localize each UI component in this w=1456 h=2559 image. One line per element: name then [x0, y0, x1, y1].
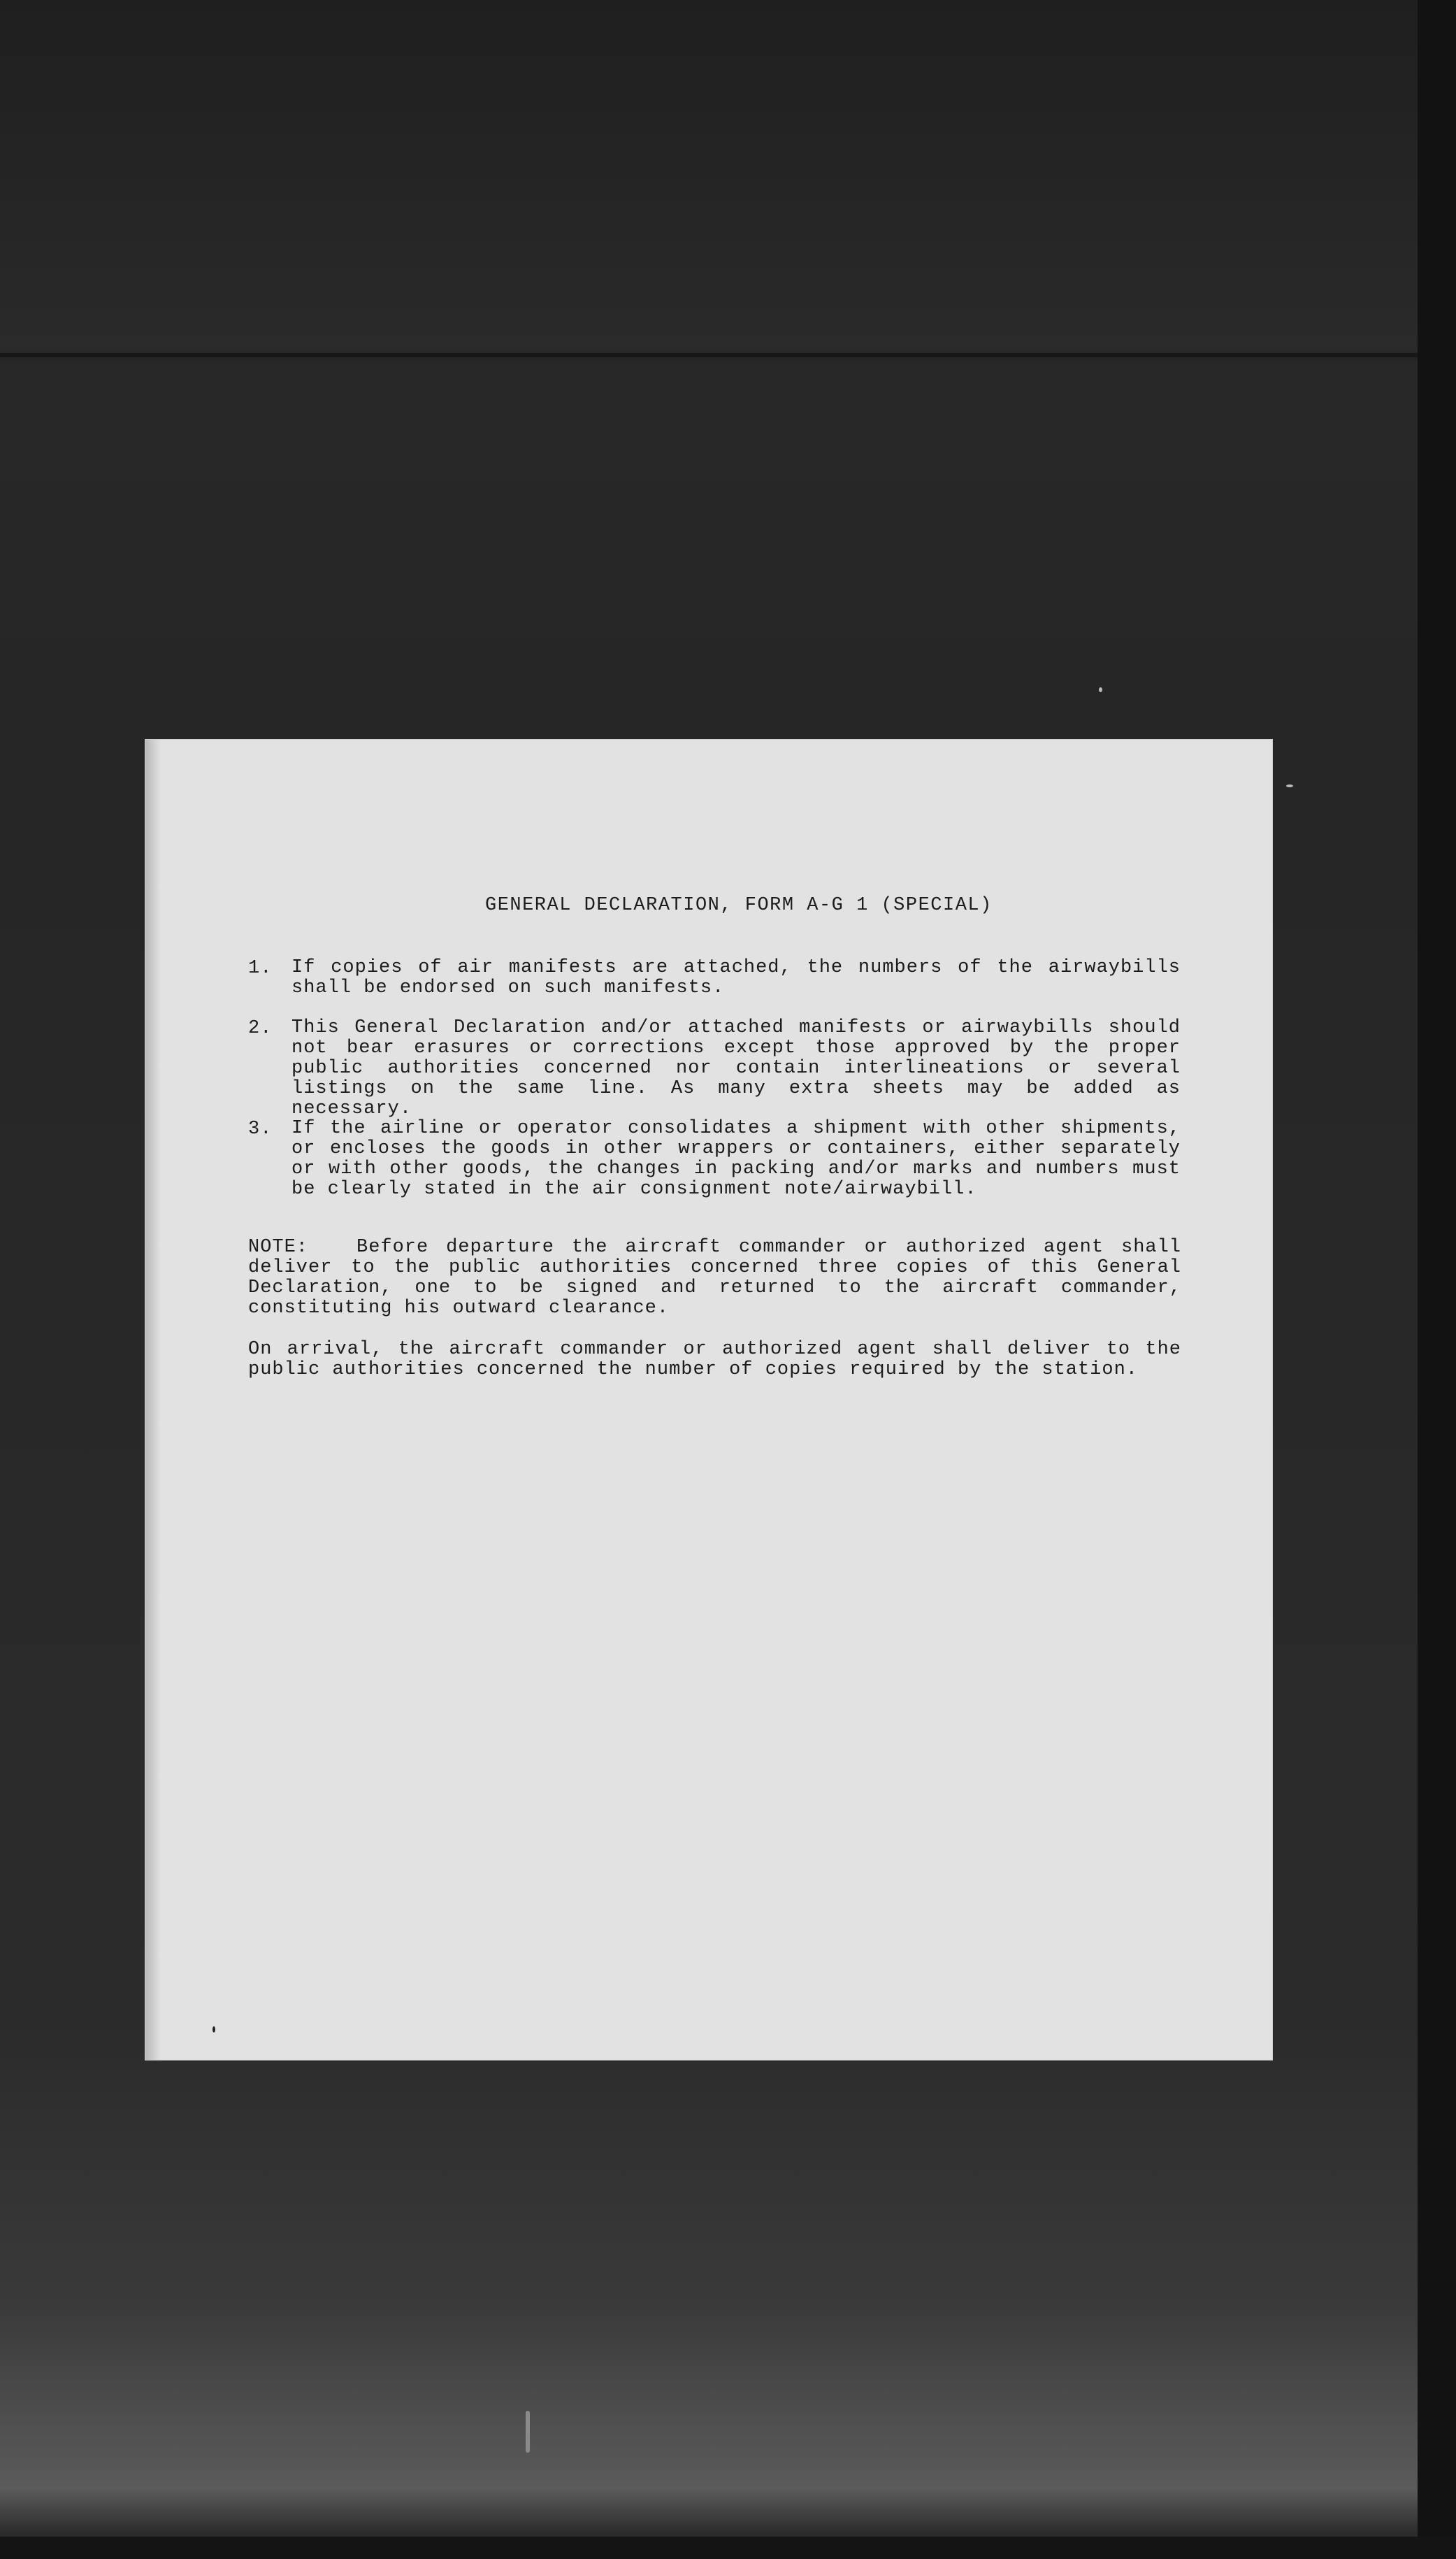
dust-speck — [526, 2411, 530, 2453]
item-text: If the airline or operator consolidates a shipment with other shipments, or encloses the goods in other wrappers or containers, either separately or with other goods, the changes in packing and/or marks and numbers must be clearly stated in the air consignment note/airwaybill. — [291, 1118, 1181, 1200]
document-page — [145, 740, 1272, 2060]
item-number: 3. — [248, 1119, 273, 1140]
note-label: NOTE: — [248, 1237, 309, 1258]
film-frame-divider — [0, 353, 1418, 357]
note-paragraph — [248, 1238, 1181, 1319]
item-text: If copies of air manifests are attached, the numbers of the airwaybills shall be endorsed on such manifests. — [291, 957, 1181, 998]
arrival-paragraph: On arrival, the aircraft commander or authorized agent shall deliver to the public authorities concerned the number of copies required by the station. — [248, 1339, 1181, 1380]
item-number: 2. — [248, 1018, 273, 1039]
item-text: This General Declaration and/or attached manifests or airwaybills should not bear erasures or corrections except those approved by the proper public authorities concerned nor contain interlineations or several listings on the same line. As many extra sheets may be added as necessary. — [291, 1017, 1181, 1119]
dust-speck — [1099, 687, 1102, 692]
document-body — [145, 740, 1272, 2060]
dust-speck — [1286, 784, 1293, 787]
film-bottom-edge — [0, 2537, 1456, 2559]
note-text: Before departure the aircraft commander or authorized agent shall deliver to the public authorities concerned three copies of this General Declaration, one to be signed and returned to the aircraft commander, constituting his outward clearance. — [248, 1237, 1181, 1319]
film-edge — [1418, 0, 1456, 2559]
dust-speck — [212, 2026, 215, 2033]
item-number: 1. — [248, 958, 273, 979]
document-title: GENERAL DECLARATION, FORM A-G 1 (SPECIAL) — [485, 895, 993, 916]
